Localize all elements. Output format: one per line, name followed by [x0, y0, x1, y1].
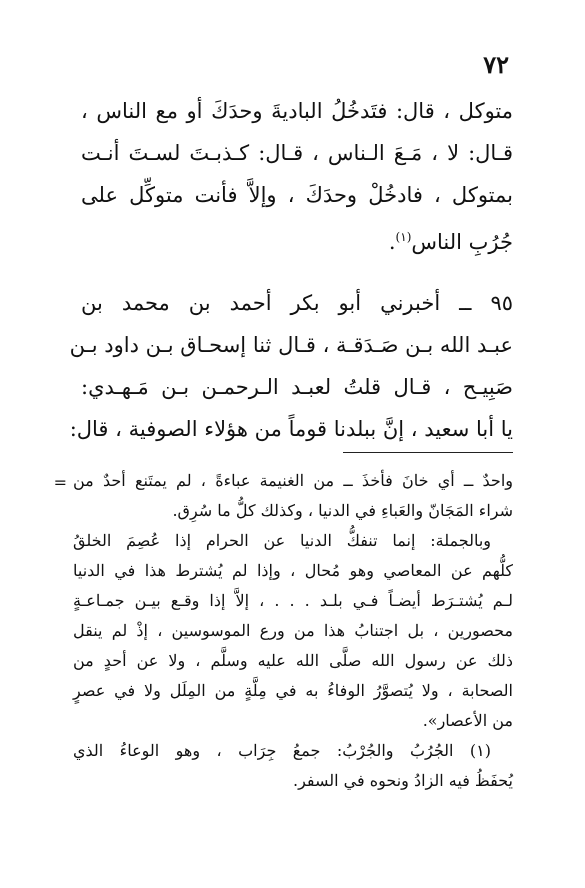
note-line: وبالجملة: إنما تنفكُّ الدنيا عن الحرام إذا عُصِمَ الخلقُ: [73, 531, 491, 550]
continuation-mark: =: [53, 473, 67, 492]
text-line: قـال: لا ، مَـعَ الـناس ، قـال: كـذبـتَ لسـتَ أنـت: [81, 141, 513, 165]
note-line: واحدٌ ــ أي خانَ فأخذَ ــ من الغنيمة عباءةً ، لم يمتَنع أحدٌ من: [73, 471, 513, 490]
note-line: شراء المَجَانّ والعَباءِ في الدنيا ، وكذلك كلُّ ما سُرِق.: [172, 501, 513, 520]
paragraph-95: [69, 282, 513, 450]
footnote-1: (١) الجُرُبُ والجُرْبُ: جمعُ جِرَاب ، وهو الوعاءُ الذي: [73, 741, 491, 760]
text-line: صَبِيـح ، قـال قلتُ لعبـد الـرحمـن بـن مَـهـدي:: [81, 375, 513, 399]
text-line: عبـد الله بـن صَـدَقـة ، قـال ثنا إسحـاق بـن داود بـن: [69, 333, 513, 357]
text-line: ٩٥ ــ أخبرني أبو بكر أحمد بن محمد بن: [81, 291, 513, 315]
text-line: بمتوكل ، فادخُلْ وحدَكَ ، وإلاَّ فأنت متوكِّل على: [81, 183, 513, 207]
text-line-content: جُرُبِ الناس: [411, 230, 513, 254]
note-line: كلُّهم عن المعاصي وهو مُحال ، وإذا لم يُشترط هذا في الدنيا: [73, 561, 513, 580]
paragraph-continuation: [81, 90, 513, 258]
sentence-end: .: [388, 230, 396, 254]
note-line: يُحفَظُ فيه الزادُ ونحوه في السفر.: [292, 771, 513, 790]
text-line-last: [81, 216, 513, 258]
footnote-separator: [343, 452, 513, 453]
footnote-reference: (١): [395, 230, 412, 244]
note-line: ذلك عن رسول الله صلَّى الله عليه وسلَّم ، ولا عن أحدٍ من: [73, 651, 513, 670]
note-line: محصورين ، بل اجتنابُ هذا من ورع الموسوسين ، إذْ لم ينقل: [73, 621, 513, 640]
note-line: لـم يُشتـرَط أيضـاً فـي بلـد . . . ، إلاَّ إذا وقـع بيـن جمـاعـةٍ: [73, 591, 513, 610]
note-line: الصحابة ، ولا يُتصوَّرُ الوفاءُ به في مِلَّةٍ من المِلَل ولا في عصرٍ: [73, 681, 513, 700]
page-number: ٧٢: [483, 50, 509, 79]
text-line: متوكل ، قال: فتَدخُلُ الباديةَ وحدَكَ أو مع الناس ،: [81, 99, 513, 123]
footnotes: [73, 466, 513, 796]
note-line: من الأعصار».: [422, 711, 513, 730]
text-line: يا أبا سعيد ، إنَّ ببلدنا قوماً من هؤلاء الصوفية ، قال:: [69, 417, 513, 441]
